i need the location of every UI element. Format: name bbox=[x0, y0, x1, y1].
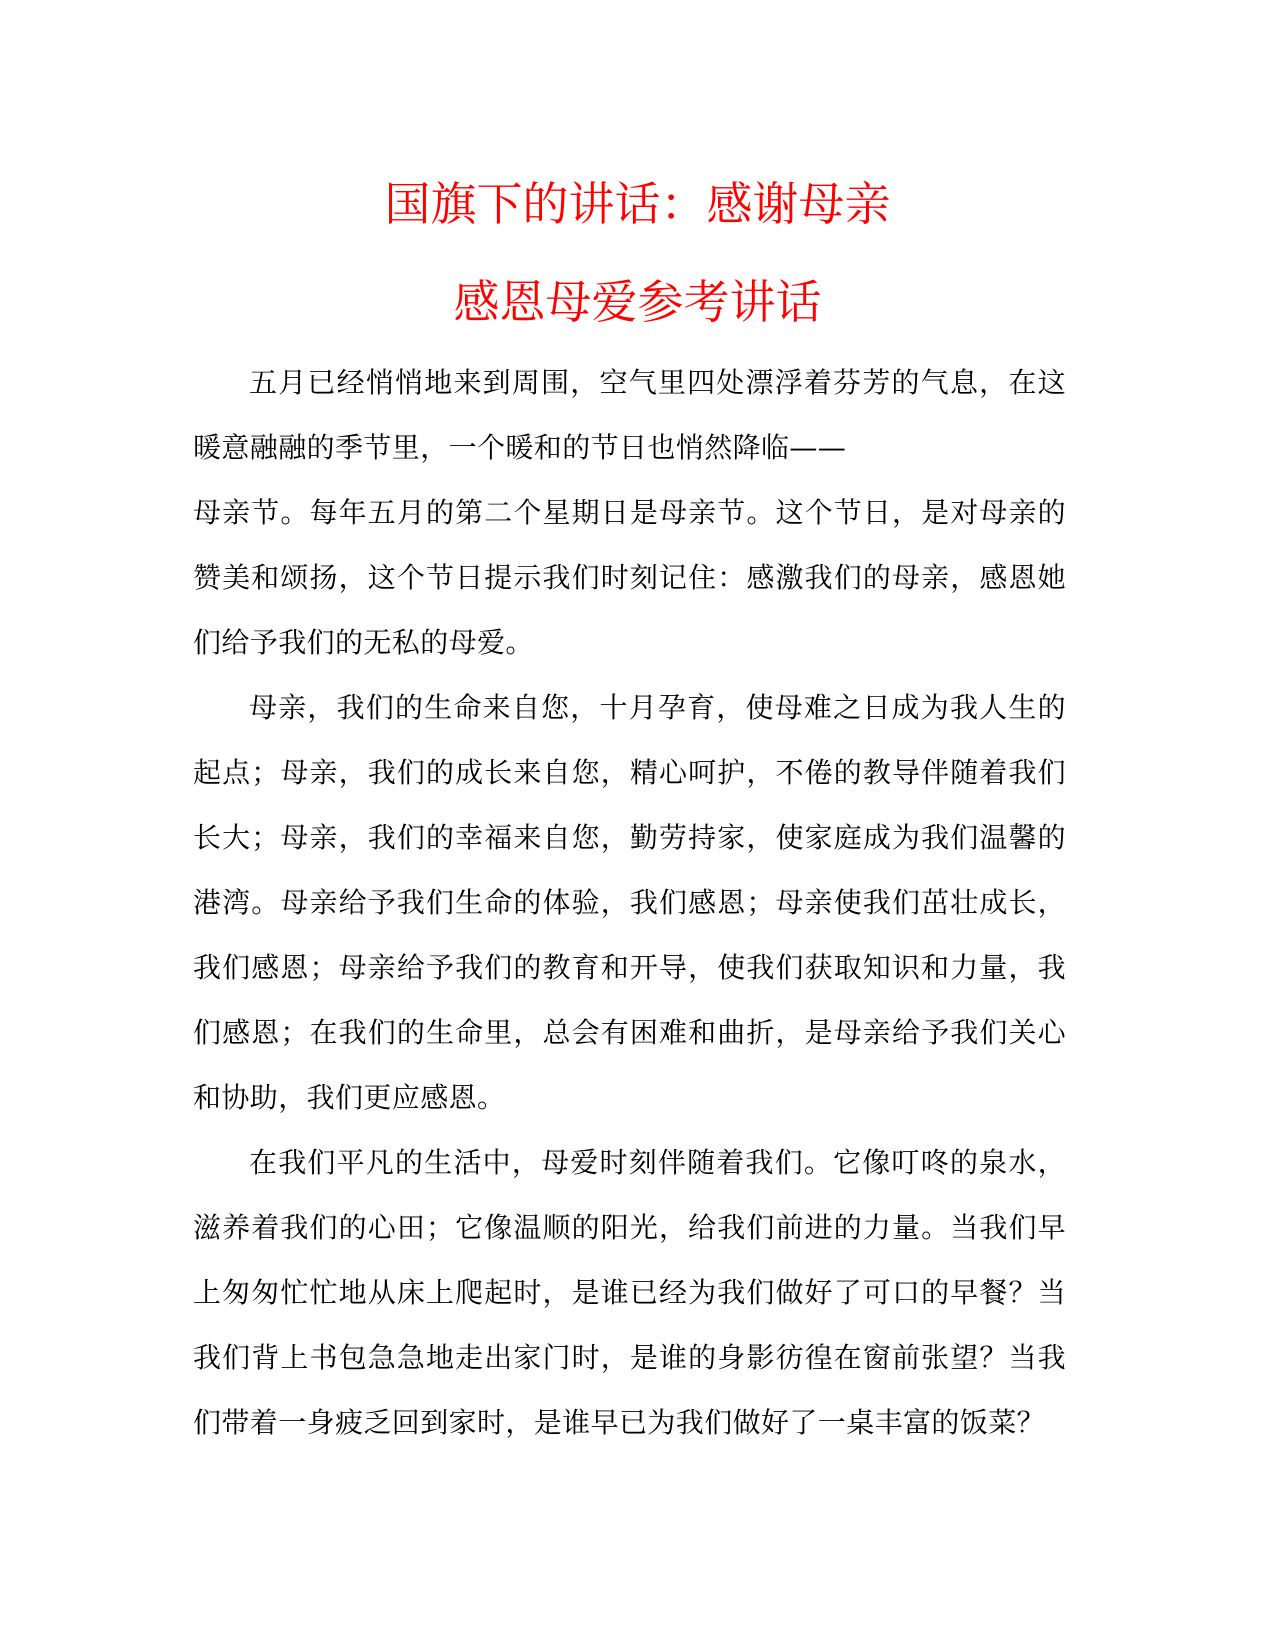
paragraph-3: 在我们平凡的生活中，母爱时刻伴随着我们。它像叮咚的泉水，滋养着我们的心田；它像温顺的阳光，给我们前进的力量。当我们早上匆匆忙忙地从床上爬起时，是谁已经为我们做好了可口的早餐？当我们背上书包急急地走出家门时，是谁的身影彷徨在窗前张望？当我们带着一身疲乏回到家时，是谁早已为我们做好了一桌丰富的饭菜？ bbox=[193, 1146, 1066, 1439]
document-body bbox=[193, 350, 1066, 1455]
document-subtitle: 感恩母爱参考讲话 bbox=[453, 275, 822, 329]
paragraph-2: 母亲，我们的生命来自您，十月孕育，使母难之日成为我人生的起点；母亲，我们的成长来自您，精心呵护，不倦的教导伴随着我们长大；母亲，我们的幸福来自您，勤劳持家，使家庭成为我们温馨的港湾。母亲给予我们生命的体验，我们感恩；母亲使我们茁壮成长，我们感恩；母亲给予我们的教育和开导，使我们获取知识和力量，我们感恩；在我们的生命里，总会有困难和曲折，是母亲给予我们关心和协助，我们更应感恩。 bbox=[193, 691, 1066, 1114]
paragraph-1-part-a: 五月已经悄悄地来到周围，空气里四处漂浮着芬芳的气息，在这暖意融融的季节里，一个暖和的节日也悄然降临—— bbox=[193, 366, 1066, 464]
paragraph-1-part-b: 母亲节。每年五月的第二个星期日是母亲节。这个节日，是对母亲的赞美和颂扬，这个节日提示我们时刻记住：感激我们的母亲，感恩她们给予我们的无私的母爱。 bbox=[193, 496, 1066, 659]
paragraph-1 bbox=[193, 350, 1066, 675]
document-title: 国旗下的讲话：感谢母亲 bbox=[384, 177, 891, 231]
